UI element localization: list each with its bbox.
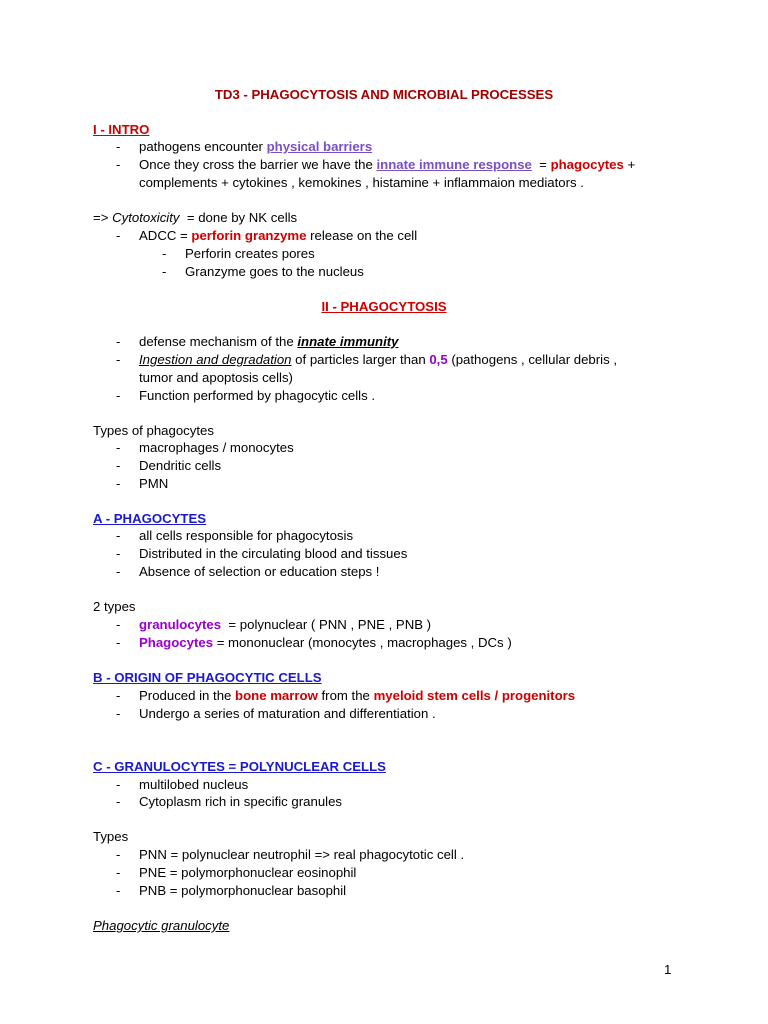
phago-item-2-continued: tumor and apoptosis cells) <box>139 370 293 385</box>
origin-item-1: Produced in the bone marrow from the myeloid stem cells / progenitors <box>139 688 576 703</box>
bullet-dash: - <box>116 564 121 579</box>
phagocytes-item: Absence of selection or education steps ! <box>139 564 380 579</box>
bullet-dash: - <box>116 706 121 721</box>
bullet-dash: - <box>116 546 121 561</box>
phago-item-3: Function performed by phagocytic cells . <box>139 388 376 403</box>
bullet-dash: - <box>116 883 121 898</box>
bullet-dash: - <box>162 264 167 279</box>
phagocyte-type-item: Dendritic cells <box>139 458 222 473</box>
bullet-dash: - <box>116 388 121 403</box>
bullet-dash: - <box>116 352 121 367</box>
section-heading-intro: I - INTRO <box>93 122 150 137</box>
page-number: 1 <box>664 962 672 977</box>
bullet-dash: - <box>116 458 121 473</box>
phagocytes-item: Distributed in the circulating blood and tissues <box>139 546 408 561</box>
granulocyte-type-item: PNN = polynuclear neutrophil => real phagocytotic cell . <box>139 847 465 862</box>
bullet-dash: - <box>116 440 121 455</box>
bullet-dash: - <box>116 688 121 703</box>
bullet-dash: - <box>116 528 121 543</box>
two-types-title: 2 types <box>93 599 136 614</box>
phagocyte-type-item: PMN <box>139 476 169 491</box>
granulocytes-item: Cytoplasm rich in specific granules <box>139 794 343 809</box>
section-heading-phagocytosis: II - PHAGOCYTOSIS <box>321 299 447 314</box>
bullet-dash: - <box>116 794 121 809</box>
section-heading-phagocytes: A - PHAGOCYTES <box>93 511 207 526</box>
origin-item-2: Undergo a series of maturation and differentiation . <box>139 706 436 721</box>
bullet-dash: - <box>116 777 121 792</box>
bullet-dash: - <box>116 635 121 650</box>
intro-item-2: Once they cross the barrier we have the innate immune response = phagocytes + <box>139 157 636 172</box>
physical-barriers-highlight: physical barriers <box>266 139 373 154</box>
section-heading-granulocytes: C - GRANULOCYTES = POLYNUCLEAR CELLS <box>93 759 386 774</box>
bullet-dash: - <box>162 246 167 261</box>
phagocytic-granulocyte-heading: Phagocytic granulocyte <box>93 918 230 933</box>
mononuclear-type-item: Phagocytes = mononuclear (monocytes , macrophages , DCs ) <box>139 635 512 650</box>
granulocyte-type-item: PNE = polymorphonuclear eosinophil <box>139 865 357 880</box>
phago-item-2: Ingestion and degradation of particles larger than 0,5 (pathogens , cellular debris , <box>139 352 618 367</box>
cytotoxicity-line: => Cytotoxicity = done by NK cells <box>93 210 298 225</box>
section-heading-origin: B - ORIGIN OF PHAGOCYTIC CELLS <box>93 670 322 685</box>
bullet-dash: - <box>116 334 121 349</box>
bullet-dash: - <box>116 476 121 491</box>
phagocytes-item: all cells responsible for phagocytosis <box>139 528 354 543</box>
phagocyte-type-item: macrophages / monocytes <box>139 440 294 455</box>
adcc-sub-item-1: Perforin creates pores <box>185 246 315 261</box>
page-title: TD3 - PHAGOCYTOSIS AND MICROBIAL PROCESSES <box>214 87 554 102</box>
granulocyte-types-title: Types <box>93 829 129 844</box>
bullet-dash: - <box>116 847 121 862</box>
bullet-dash: - <box>116 157 121 172</box>
adcc-item: ADCC = perforin granzyme release on the cell <box>139 228 418 243</box>
phago-item-1: defense mechanism of the innate immunity <box>139 334 399 349</box>
adcc-sub-item-2: Granzyme goes to the nucleus <box>185 264 364 279</box>
intro-item-1: pathogens encounter physical barriers <box>139 139 373 154</box>
bullet-dash: - <box>116 139 121 154</box>
granulocyte-type-item: PNB = polymorphonuclear basophil <box>139 883 347 898</box>
granulocytes-type-item: granulocytes = polynuclear ( PNN , PNE , PNB ) <box>139 617 432 632</box>
bullet-dash: - <box>116 865 121 880</box>
granulocytes-item: multilobed nucleus <box>139 777 249 792</box>
intro-item-2-continued: complements + cytokines , kemokines , histamine + inflammaion mediators . <box>139 175 584 190</box>
bullet-dash: - <box>116 617 121 632</box>
bullet-dash: - <box>116 228 121 243</box>
types-of-phagocytes-title: Types of phagocytes <box>93 423 214 438</box>
innate-immune-response-highlight: innate immune response <box>376 157 532 172</box>
